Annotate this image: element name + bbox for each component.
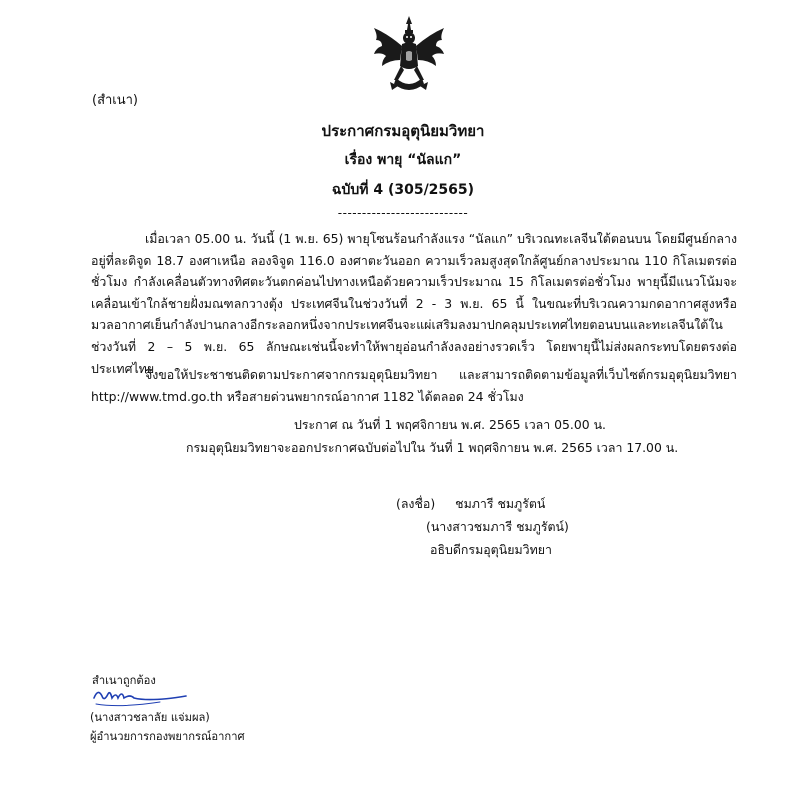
announced-at: ประกาศ ณ วันที่ 1 พฤศจิกายน พ.ศ. 2565 เวลา 05.00 น. — [294, 417, 606, 432]
announcement-issue: ฉบับที่ 4 (305/2565) — [331, 182, 475, 198]
paragraph-storm-details: เมื่อเวลา 05.00 น. วันนี้ (1 พ.ย. 65) พายุโซนร้อนกำลังแรง “นัลแก” บริเวณทะเลจีนใต้ตอนบน โดยมีศูนย์กลางอยู่ที่ละติจูด 18.7 องศาเหนือ ลองจิจูด 116.0 องศาตะวันออก ความเร็วลมสูงสุดใกล้ศูนย์กลางประมาณ 110 กิโลเมตรต่อชั่วโมง กำลังเคลื่อนตัวทางทิศตะวันตกค่อนไปทางเหนือด้วยความเร็วประมาณ 15 กิโลเมตรต่อชั่วโมง พายุนี้มีแนวโน้มจะเคลื่อนเข้าใกล้ชายฝั่งมณฑลกวางตุ้ง ประเทศจีนในช่วงวันที่ 2 - 3 พ.ย. 65 นี้ ในขณะที่บริเวณความกดอากาศสูงหรือมวลอากาศเย็นกำลังปานกลางอีกระลอกหนึ่งจากประเทศจีนจะแผ่เสริมลงมาปกคลุมประเทศไทยตอนบนและทะเลจีนใต้ในช่วงวันที่ 2 – 5 พ.ย. 65 ลักษณะเช่นนี้จะทำให้พายุอ่อนกำลังลงอย่างรวดเร็ว โดยพายุนี้ไม่ส่งผลกระทบโดยตรงต่อประเทศไทย — [91, 231, 737, 376]
signature-line — [396, 495, 545, 514]
copy-label: (สำเนา) — [92, 93, 139, 108]
signatory-position: อธิบดีกรมอุตุนิยมวิทยา — [430, 542, 552, 557]
signatory-full-name: (นางสาวชมภารี ชมภูรัตน์) — [426, 519, 569, 534]
announcement-title: ประกาศกรมอุตุนิยมวิทยา — [321, 122, 485, 140]
signed-label: (ลงชื่อ) — [396, 496, 436, 511]
announcement-subject: เรื่อง พายุ “นัลแก” — [344, 152, 462, 168]
title-divider: --------------------------- — [337, 206, 469, 220]
certifier-position: ผู้อำนวยการกองพยากรณ์อากาศ — [90, 730, 245, 743]
next-issue-notice: กรมอุตุนิยมวิทยาจะออกประกาศฉบับต่อไปใน วันที่ 1 พฤศจิกายน พ.ศ. 2565 เวลา 17.00 น. — [186, 440, 679, 455]
signed-name: ชมภารี ชมภูรัตน์ — [455, 496, 546, 511]
paragraph-advice: จึงขอให้ประชาชนติดตามประกาศจากกรมอุตุนิยมวิทยา และสามารถติดตามข้อมูลที่เว็บไซต์กรมอุตุนิยมวิทยา http://www.tmd.go.th หรือสายด่วนพยากรณ์อากาศ 1182 ได้ตลอด 24 ชั่วโมง — [91, 367, 737, 404]
certified-copy-label: สำเนาถูกต้อง — [92, 674, 156, 687]
garuda-emblem-icon — [368, 14, 450, 96]
handwritten-signature — [90, 684, 190, 710]
certifier-name: (นางสาวชลาลัย แจ่มผล) — [90, 711, 210, 724]
